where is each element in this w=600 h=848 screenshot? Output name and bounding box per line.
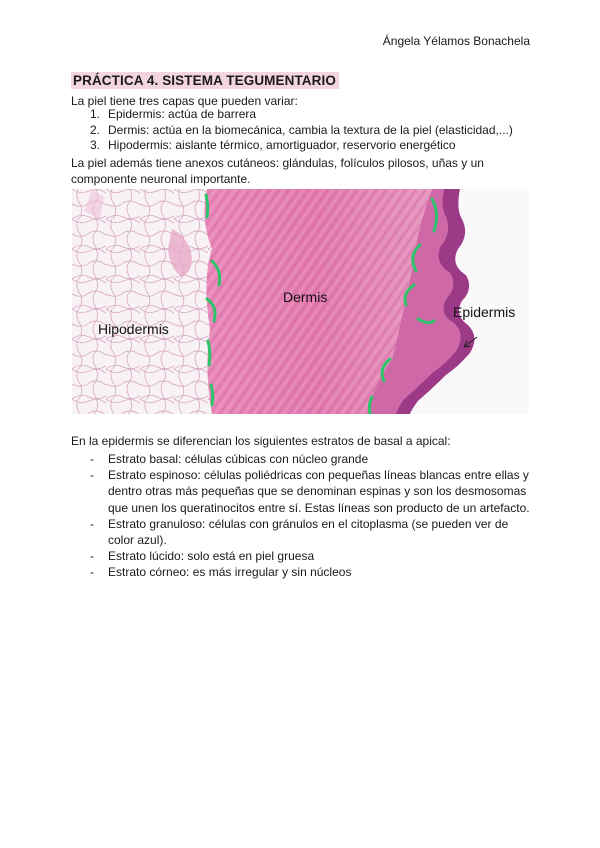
- strata-list: [90, 451, 530, 581]
- histology-figure: [72, 189, 529, 414]
- page-title: PRÁCTICA 4. SISTEMA TEGUMENTARIO: [71, 72, 339, 89]
- list-item: - Estrato córneo: es más irregular y sin núcleos: [90, 565, 352, 580]
- list-item: 1. Epidermis: actúa de barrera: [90, 107, 257, 121]
- strata-intro: En la epidermis se diferencian los siguientes estratos de basal a apical:: [71, 434, 451, 448]
- list-item: - Estrato espinoso: células poliédricas con pequeñas líneas blancas entre ellas y dentro otras más pequeñas que se denominan espinas y son los desmosomas que unen los queratinocitos entre sí. Estas líneas son producto de un artefacto.: [90, 468, 530, 515]
- annexes-text: La piel además tiene anexos cutáneos: glándulas, folículos pilosos, uñas y un componente neuronal importante.: [71, 156, 484, 186]
- list-item: 2. Dermis: actúa en la biomecánica, cambia la textura de la piel (elasticidad,...): [90, 122, 513, 137]
- author-name: Ángela Yélamos Bonachela: [382, 34, 530, 48]
- intro-text: La piel tiene tres capas que pueden variar:: [71, 94, 298, 108]
- label-epidermis: Epidermis: [453, 304, 516, 320]
- label-hipodermis: Hipodermis: [98, 321, 169, 337]
- list-item: - Estrato lúcido: solo está en piel gruesa: [90, 549, 315, 564]
- layers-list: [90, 107, 513, 154]
- list-item: - Estrato basal: células cúbicas con núcleo grande: [90, 452, 369, 466]
- title-block: [71, 72, 339, 90]
- list-item: - Estrato granuloso: células con gránulos en el citoplasma (se pueden ver de color azul).: [90, 516, 509, 548]
- label-dermis: Dermis: [283, 289, 328, 305]
- list-item: 3. Hipodermis: aislante térmico, amortiguador, reservorio energético: [90, 138, 456, 152]
